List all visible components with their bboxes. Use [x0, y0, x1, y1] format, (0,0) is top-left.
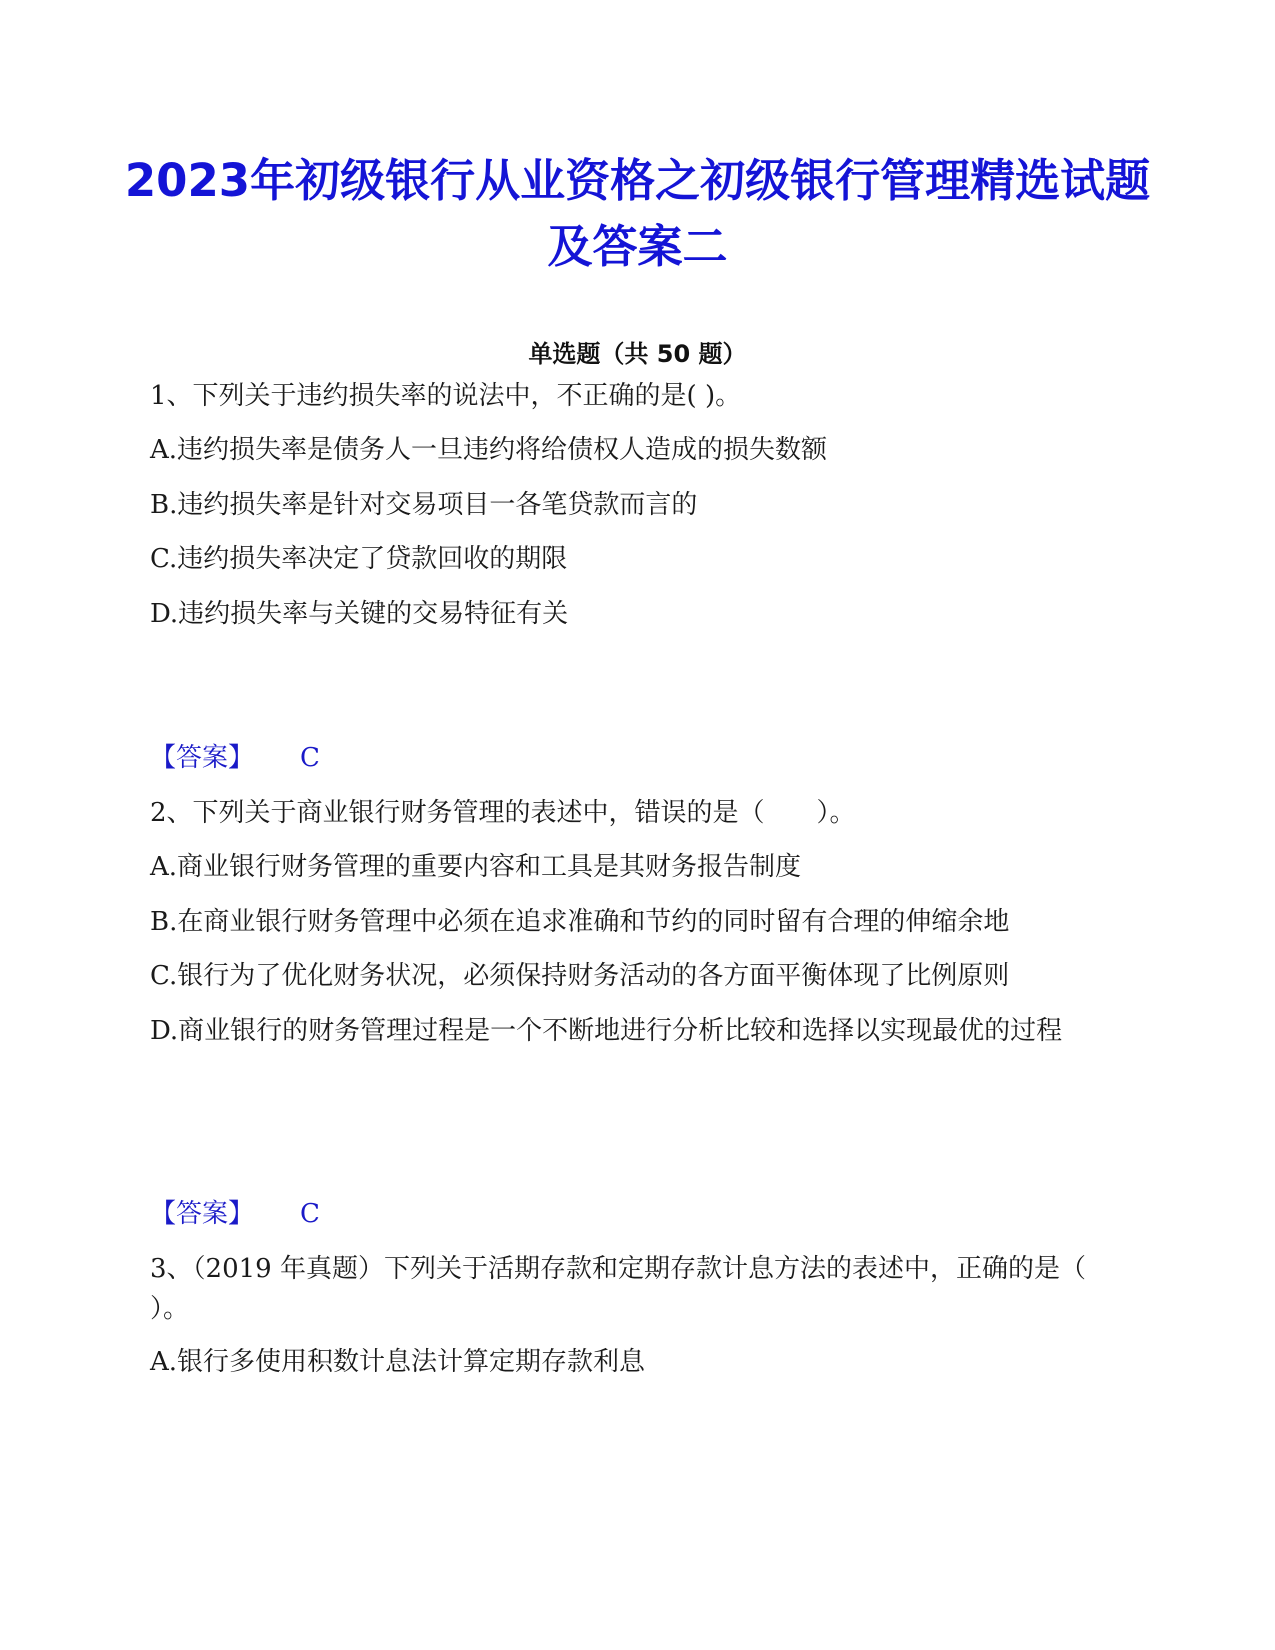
question-2-option-c: C.银行为了优化财务状况，必须保持财务活动的各方面平衡体现了比例原则 [150, 961, 1010, 991]
answer-value: C [300, 743, 320, 773]
question-1-option-a: A.违约损失率是债务人一旦违约将给债权人造成的损失数额 [150, 435, 828, 465]
question-3-option-a: A.银行多使用积数计息法计算定期存款利息 [150, 1347, 646, 1377]
answer-label: 【答案】 [150, 1199, 255, 1229]
question-2-option-a: A.商业银行财务管理的重要内容和工具是其财务报告制度 [150, 852, 802, 882]
answer-value: C [300, 1199, 320, 1229]
question-1-stem: 1、下列关于违约损失率的说法中，不正确的是( )。 [150, 381, 742, 411]
question-2-answer [150, 1194, 320, 1234]
question-2-stem: 2、下列关于商业银行财务管理的表述中，错误的是（ ）。 [150, 798, 856, 828]
answer-label: 【答案】 [150, 743, 255, 773]
question-2-option-b: B.在商业银行财务管理中必须在追求准确和节约的同时留有合理的伸缩余地 [150, 907, 1010, 937]
question-1-answer [150, 738, 320, 778]
question-1-option-b: B.违约损失率是针对交易项目一各笔贷款而言的 [150, 490, 698, 520]
document-title: 2023年初级银行从业资格之初级银行管理精选试题及答案二 [124, 154, 1151, 273]
section-heading: 单选题（共 50 题） [528, 340, 747, 368]
question-1-option-c: C.违约损失率决定了贷款回收的期限 [150, 544, 568, 574]
question-1-option-d: D.违约损失率与关键的交易特征有关 [150, 599, 569, 629]
question-3-stem: 3、（2019 年真题）下列关于活期存款和定期存款计息方法的表述中，正确的是（ ）。 [150, 1254, 1086, 1324]
question-2-option-d: D.商业银行的财务管理过程是一个不断地进行分析比较和选择以实现最优的过程 [150, 1016, 1063, 1046]
